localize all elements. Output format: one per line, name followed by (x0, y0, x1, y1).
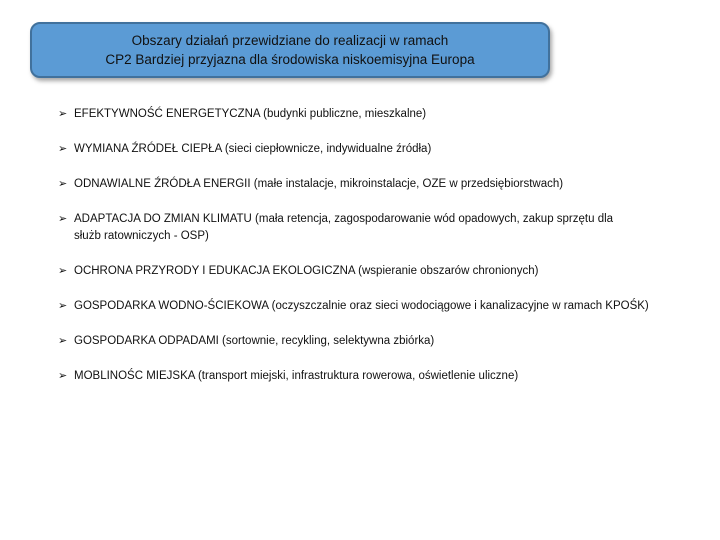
item-head: MOBLINOŚC MIEJSKA (74, 370, 195, 382)
arrow-bullet-icon: ➢ (58, 143, 68, 155)
title-line-1: Obszary działań przewidziane do realizacji w ramach (131, 33, 449, 48)
list-item (58, 368, 694, 385)
list-item (58, 263, 674, 280)
arrow-bullet-icon: ➢ (58, 370, 68, 382)
list-item (58, 333, 674, 350)
item-detail: (małe instalacje, mikroinstalacje, OZE w przedsiębiorstwach) (250, 178, 564, 190)
arrow-bullet-icon: ➢ (58, 265, 68, 277)
title-line-2: CP2 Bardziej przyjazna dla środowiska niskoemisyjna Europa (105, 52, 475, 67)
arrow-bullet-icon: ➢ (58, 335, 68, 347)
item-head: GOSPODARKA ODPADAMI (74, 335, 219, 347)
item-detail: (sieci ciepłownicze, indywidualne źródła) (221, 143, 432, 155)
list-item (58, 176, 564, 193)
item-detail: (wspieranie obszarów chronionych) (354, 265, 539, 277)
arrow-bullet-icon: ➢ (58, 213, 68, 225)
item-head: GOSPODARKA WODNO-ŚCIEKOWA (74, 300, 269, 312)
item-head: OCHRONA PRZYRODY I EDUKACJA EKOLOGICZNA (74, 265, 355, 277)
list-item (58, 141, 544, 158)
item-detail: (transport miejski, infrastruktura rowerowa, oświetlenie uliczne) (194, 370, 519, 382)
list-item (58, 106, 544, 123)
item-detail: (mała retencja, zagospodarowanie wód opadowych, zakup sprzętu dla służb ratowniczych - OSP) (74, 213, 614, 242)
arrow-bullet-icon: ➢ (58, 300, 68, 312)
list-item (58, 211, 634, 245)
item-head: ODNAWIALNE ŹRÓDŁA ENERGII (74, 178, 251, 190)
item-detail: (sortownie, recykling, selektywna zbiórka) (218, 335, 435, 347)
areas-list (58, 106, 658, 385)
title-box (30, 22, 550, 78)
list-item (58, 298, 674, 315)
item-detail: (budynki publiczne, mieszkalne) (259, 108, 427, 120)
item-detail: (oczyszczalnie oraz sieci wodociągowe i kanalizacyjne w ramach KPOŚK) (268, 300, 649, 312)
item-head: EFEKTYWNOŚĆ ENERGETYCZNA (74, 108, 260, 120)
item-head: ADAPTACJA DO ZMIAN KLIMATU (74, 213, 252, 225)
arrow-bullet-icon: ➢ (58, 178, 68, 190)
arrow-bullet-icon: ➢ (58, 108, 68, 120)
item-head: WYMIANA ŹRÓDEŁ CIEPŁA (74, 143, 222, 155)
